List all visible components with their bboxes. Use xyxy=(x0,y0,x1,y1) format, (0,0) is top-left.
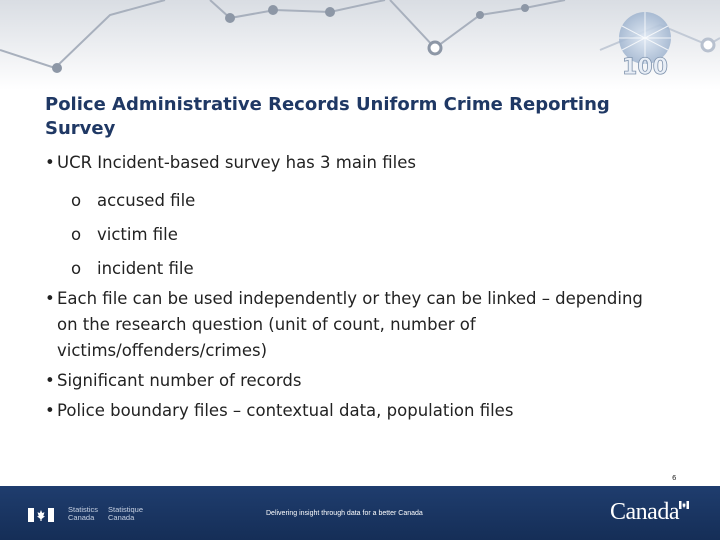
bullet-text-line-3: victims/offenders/crimes) xyxy=(57,341,268,360)
bullet-text-line-2: on the research question (unit of count, number of xyxy=(57,315,476,334)
bullet-item-4 xyxy=(45,398,695,424)
sub-bullet-item-2 xyxy=(45,218,695,252)
bullet-marker: • xyxy=(45,153,55,172)
statcan-en-line-1: Statistics xyxy=(68,505,99,514)
statcan-french-name xyxy=(108,506,143,522)
bullet-item-3 xyxy=(45,368,695,394)
statcan-fr-line-1: Statistique xyxy=(108,505,144,514)
canada-wordmark: Canada xyxy=(610,499,679,525)
sub-bullet-text: accused file xyxy=(97,191,196,210)
slide-body xyxy=(45,150,695,424)
canadian-flag-icon xyxy=(28,508,54,522)
bullet-text: UCR Incident-based survey has 3 main files xyxy=(57,153,416,172)
bullet-text-line-1: Each file can be used independently or they can be linked – depending xyxy=(57,289,643,308)
sub-bullet-marker: o xyxy=(71,259,82,278)
bullet-marker: • xyxy=(45,371,55,390)
bullet-text: Significant number of records xyxy=(57,371,302,390)
sub-bullet-marker: o xyxy=(71,225,82,244)
bullet-item-1 xyxy=(45,150,695,176)
sub-bullet-item-3 xyxy=(45,252,695,286)
network-graphic xyxy=(0,0,720,90)
footer-tagline: Delivering insight through data for a better Canada xyxy=(266,510,423,517)
statcan-en-line-2: Canada xyxy=(68,513,95,522)
bullet-text: Police boundary files – contextual data, population files xyxy=(57,401,514,420)
bullet-marker: • xyxy=(45,289,55,308)
slide-title-line-2: Survey xyxy=(45,118,116,139)
slide-title-line-1: Police Administrative Records Uniform Crime Reporting xyxy=(45,94,610,115)
slide-title xyxy=(45,93,645,141)
page-number: 6 xyxy=(672,474,677,482)
bullet-marker: • xyxy=(45,401,55,420)
statcan-fr-line-2: Canada xyxy=(108,513,135,522)
bullet-item-2 xyxy=(45,286,695,364)
wordmark-flag-icon xyxy=(679,501,689,509)
sub-bullet-text: victim file xyxy=(97,225,178,244)
statcan-english-name xyxy=(68,506,98,522)
sub-bullet-marker: o xyxy=(71,191,82,210)
sub-bullet-text: incident file xyxy=(97,259,194,278)
badge-100: 100 xyxy=(622,55,668,80)
header-banner xyxy=(0,0,720,90)
sub-bullet-item-1 xyxy=(45,184,695,218)
